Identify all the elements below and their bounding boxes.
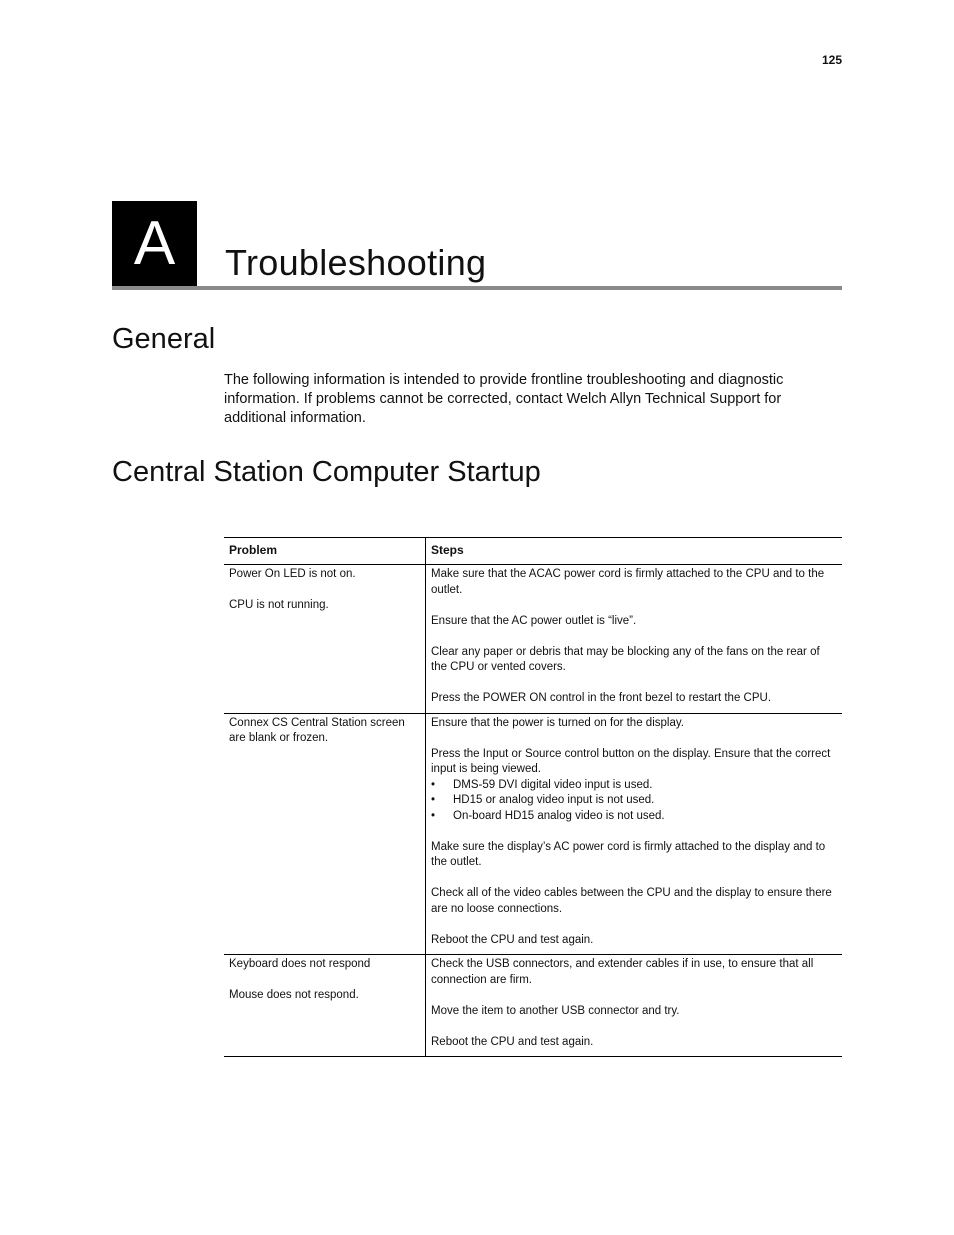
problem-text: Mouse does not respond. — [229, 989, 359, 1001]
step-text: Press the Input or Source control button on the display. Ensure that the correct input is being viewed. — [431, 747, 831, 775]
table-row — [224, 955, 842, 1057]
bullet-item: • On-board HD15 analog video is not used. — [431, 809, 838, 825]
intro-paragraph: The following information is intended to provide frontline troubleshooting and diagnostic information. If problems cannot be corrected, contact Welch Allyn Technical Support for additional information. — [224, 372, 784, 426]
step-text: Reboot the CPU and test again. — [431, 1035, 594, 1048]
table-header-row — [224, 538, 842, 565]
troubleshooting-table — [224, 537, 842, 1057]
step-text: Ensure that the AC power outlet is “live”. — [431, 614, 637, 627]
page-number: 125 — [821, 53, 842, 67]
column-header-steps: Steps — [426, 538, 843, 565]
step-text: Move the item to another USB connector and try. — [431, 1004, 680, 1017]
bullet-item: • HD15 or analog video input is not used. — [431, 793, 838, 809]
steps-cell — [426, 955, 843, 1057]
step-text: Make sure that the ACAC power cord is firmly attached to the CPU and to the outlet. — [431, 568, 825, 596]
problem-text: Keyboard does not respond — [229, 958, 371, 970]
chapter-letter-box: A — [112, 201, 197, 287]
steps-cell — [426, 713, 843, 955]
problem-text: Power On LED is not on. — [229, 568, 356, 580]
section-heading-startup: Central Station Computer Startup — [112, 456, 541, 488]
step-text: Clear any paper or debris that may be blocking any of the fans on the rear of the CPU or vented covers. — [431, 645, 820, 673]
bullet-list — [431, 778, 838, 825]
problem-cell — [224, 713, 426, 955]
steps-cell — [426, 565, 843, 714]
step-text: Reboot the CPU and test again. — [431, 933, 594, 946]
problem-text: Connex CS Central Station screen are blank or frozen. — [229, 716, 405, 744]
column-header-problem: Problem — [224, 538, 426, 565]
step-text: Check all of the video cables between the CPU and the display to ensure there are no loose connections. — [431, 887, 832, 915]
table-row — [224, 713, 842, 955]
step-text: Make sure the display’s AC power cord is firmly attached to the display and to the outlet. — [431, 840, 826, 868]
table-row — [224, 565, 842, 714]
problem-text: CPU is not running. — [229, 599, 329, 611]
step-text: Ensure that the power is turned on for the display. — [431, 716, 684, 729]
chapter-divider — [112, 286, 842, 290]
step-text: Press the POWER ON control in the front bezel to restart the CPU. — [431, 692, 772, 704]
chapter-title: Troubleshooting — [225, 242, 487, 283]
section-heading-general: General — [112, 323, 216, 355]
problem-cell — [224, 565, 426, 714]
bullet-item: • DMS-59 DVI digital video input is used. — [431, 778, 838, 794]
problem-cell — [224, 955, 426, 1057]
step-text: Check the USB connectors, and extender cables if in use, to ensure that all connection are firm. — [431, 958, 814, 986]
